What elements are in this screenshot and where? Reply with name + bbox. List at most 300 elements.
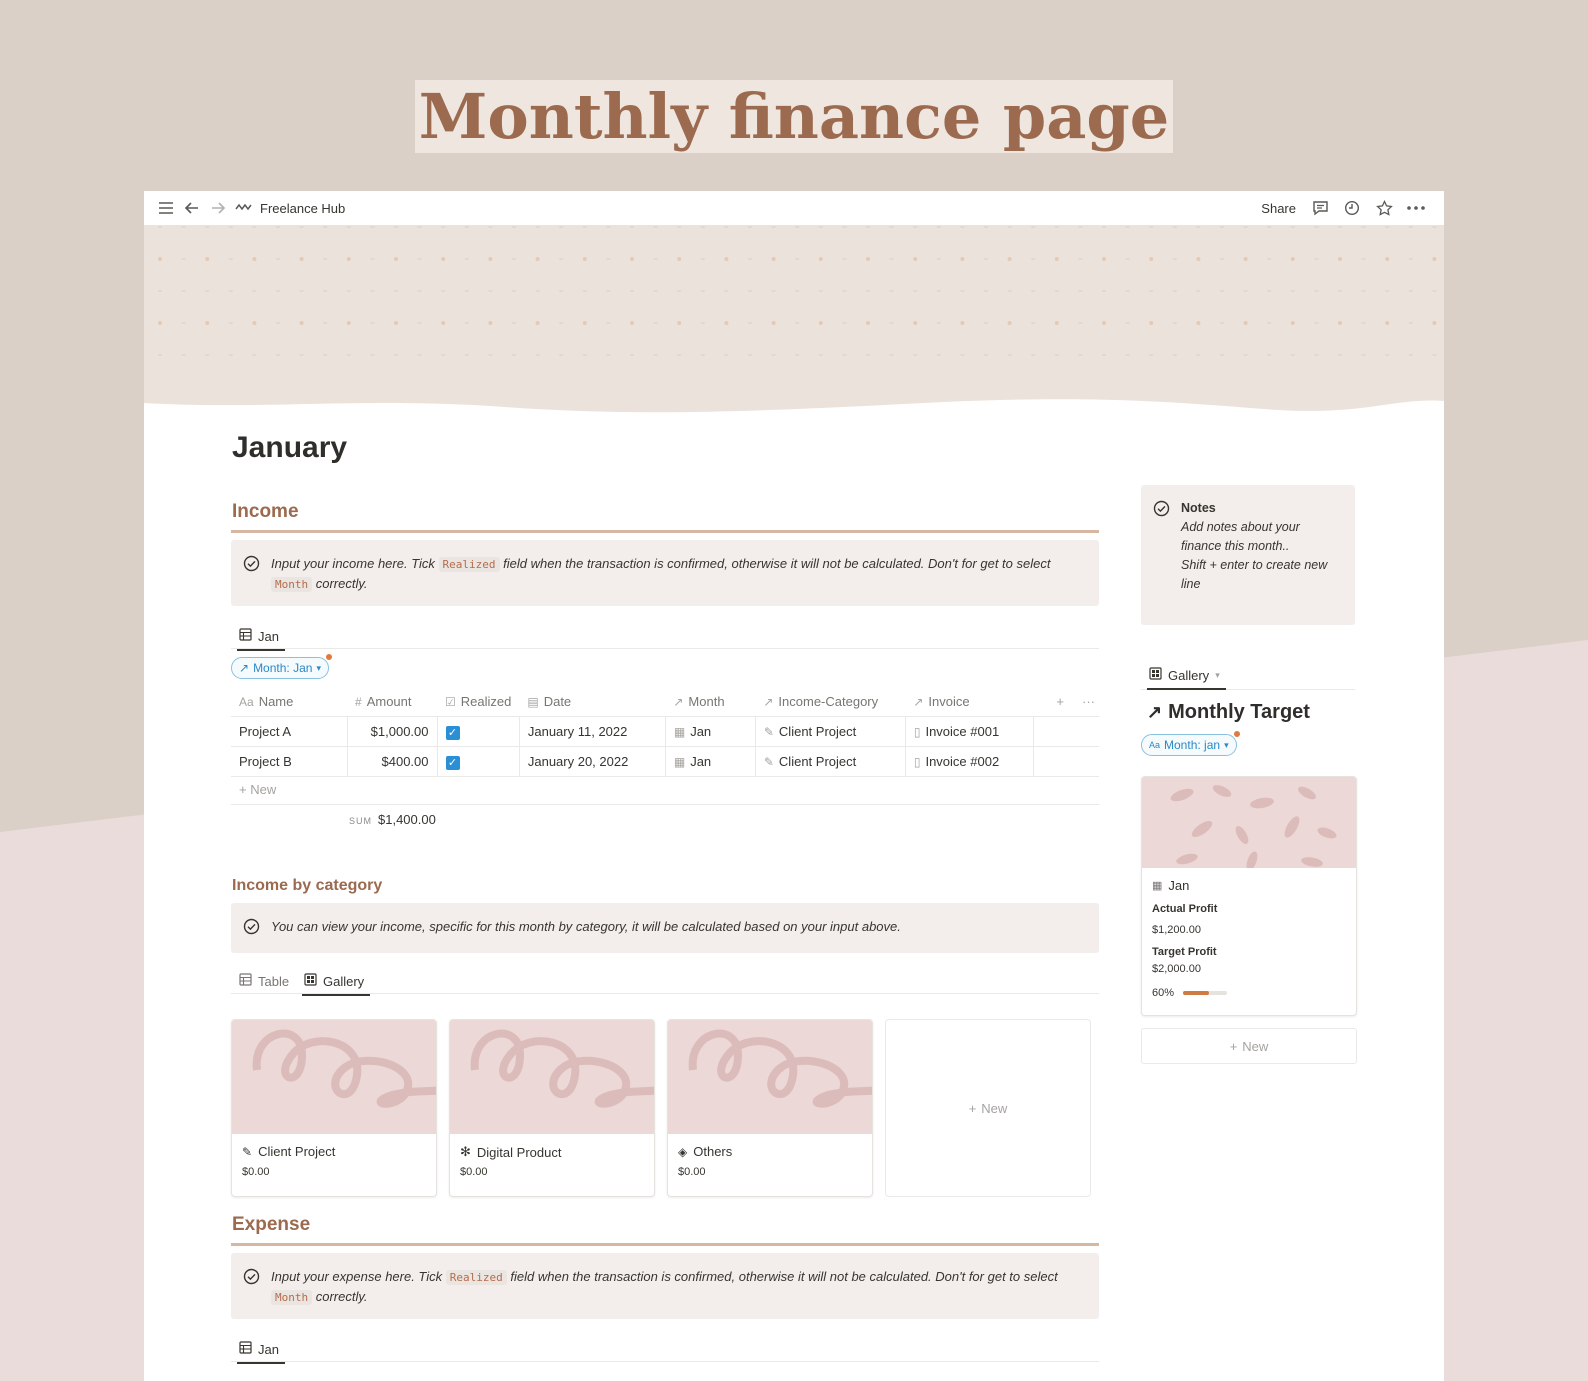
table-icon <box>239 973 252 989</box>
progress-row <box>1152 987 1227 999</box>
cover-dot <box>772 321 776 325</box>
cover-dot <box>1314 290 1318 291</box>
column-realized[interactable]: ☑ Realized <box>437 686 519 717</box>
card-value: $0.00 <box>460 1166 488 1178</box>
document-icon: ▯ <box>913 755 921 769</box>
expense-callout: Input your expense here. Tick Realized field when the transaction is confirmed, otherwise it will not be calculated. Don't for get to select Month correctly. <box>231 1253 1099 1319</box>
cover-dot <box>441 257 445 261</box>
cover-dot <box>276 226 280 227</box>
cover-dot <box>913 354 917 355</box>
cover-dot <box>1385 226 1389 227</box>
cell-invoice[interactable]: ▯ Invoice #001 <box>905 717 1033 747</box>
check-circle-icon <box>243 555 260 577</box>
page-cover <box>144 225 1444 415</box>
notes-body-line2[interactable]: Shift + enter to create new line <box>1181 558 1328 591</box>
column-date[interactable]: ▤ Date <box>519 686 665 717</box>
cover-dot <box>1008 226 1012 227</box>
cover-dot <box>819 290 823 291</box>
cell-month[interactable]: ▦ Jan <box>665 717 755 747</box>
cover-dot <box>1244 226 1248 227</box>
cover-dot <box>1149 354 1153 355</box>
cover-dot <box>300 290 304 291</box>
tab-gallery[interactable]: Gallery <box>304 969 364 993</box>
cover-dot <box>654 354 658 355</box>
check-circle-icon <box>243 1268 260 1290</box>
cover-dot <box>1008 257 1012 261</box>
cover-dot <box>252 257 256 261</box>
cover-dot <box>630 354 634 355</box>
cover-dot <box>606 290 610 291</box>
comment-icon[interactable] <box>1310 198 1330 218</box>
cover-dot <box>748 258 752 259</box>
cell-empty <box>1033 717 1099 747</box>
cover-dot <box>937 290 941 291</box>
cover-dot <box>630 290 634 291</box>
cover-dot <box>229 258 233 259</box>
cover-dot <box>1267 290 1271 291</box>
cover-dot <box>205 290 209 291</box>
cover-dot <box>323 354 327 355</box>
cover-dot <box>583 354 587 355</box>
income-heading: Income <box>232 501 299 522</box>
cover-dot <box>252 321 256 325</box>
cover-dot <box>205 226 209 227</box>
cover-dot <box>276 258 280 259</box>
table-row[interactable] <box>231 717 1099 747</box>
cover-dot <box>1291 354 1295 355</box>
cover-dot <box>960 321 964 325</box>
plus-icon: + <box>239 782 247 797</box>
gallery-card-client-project[interactable] <box>231 1019 437 1197</box>
category-view-tabs <box>231 963 1099 994</box>
cover-dot <box>937 322 941 323</box>
check-circle-icon <box>1153 500 1170 523</box>
cover-dot <box>842 322 846 323</box>
cover-dot <box>890 290 894 291</box>
page-icon <box>234 198 254 218</box>
cover-dot <box>606 258 610 259</box>
cover-dot <box>300 226 304 227</box>
cover-dot <box>158 257 162 261</box>
month-filter-pill[interactable]: ↗ Month: Jan ▾ <box>231 657 329 679</box>
cell-name[interactable]: Project A <box>231 717 347 747</box>
cover-dot <box>1055 290 1059 291</box>
cover-dot <box>1173 290 1177 291</box>
cover-dot <box>890 226 894 227</box>
target-profit-label: Target Profit <box>1152 946 1217 958</box>
cover-dot <box>866 226 870 227</box>
cover-dot <box>1102 321 1106 325</box>
monthly-target-title[interactable]: ↗ Monthly Target <box>1147 701 1310 723</box>
cell-amount[interactable]: $400.00 <box>347 747 437 777</box>
cover-dot <box>583 226 587 227</box>
cover-dot <box>323 322 327 323</box>
tab-gallery[interactable]: Gallery ▾ <box>1149 663 1220 687</box>
cover-dot <box>276 354 280 355</box>
cover-dot <box>819 226 823 227</box>
new-row-button[interactable]: + New <box>239 782 277 797</box>
menu-icon[interactable] <box>156 198 176 218</box>
monthly-target-card[interactable] <box>1141 776 1357 1016</box>
cover-dot <box>1362 290 1366 291</box>
cell-realized[interactable] <box>437 717 519 747</box>
cover-dot <box>1314 354 1318 355</box>
cover-dot <box>1196 354 1200 355</box>
cover-dot <box>984 226 988 227</box>
expense-heading: Expense <box>232 1214 311 1235</box>
column-income-category[interactable]: ↗ Income-Category <box>755 686 905 717</box>
cover-dot <box>536 321 540 325</box>
cover-dot <box>866 354 870 355</box>
cover-dot <box>252 226 256 227</box>
cover-dot <box>1126 226 1130 227</box>
cell-month[interactable]: ▦ Jan <box>665 747 755 777</box>
cover-dot <box>465 290 469 291</box>
cover-dot <box>512 226 516 227</box>
cover-dot <box>488 354 492 355</box>
cell-realized[interactable] <box>437 747 519 777</box>
cover-dot <box>1362 226 1366 227</box>
relation-arrow-icon: ↗ <box>913 694 924 709</box>
text-property-icon: Aa <box>239 694 254 709</box>
cover-dot <box>819 354 823 355</box>
cover-dot <box>1031 322 1035 323</box>
cover-dot <box>1432 321 1436 325</box>
cover-dot <box>654 258 658 259</box>
cover-dot <box>347 354 351 355</box>
gallery-icon <box>1149 667 1162 683</box>
cover-dot <box>913 257 917 261</box>
star-icon[interactable] <box>1374 198 1394 218</box>
relation-arrow-icon: ↗ <box>673 694 684 709</box>
cover-dot <box>1267 354 1271 355</box>
cell-date[interactable]: January 11, 2022 <box>519 717 665 747</box>
cover-dot <box>1220 290 1224 291</box>
cover-dot <box>1031 290 1035 291</box>
column-amount[interactable]: # Amount <box>347 686 437 717</box>
cover-dot <box>1055 226 1059 227</box>
cover-dot <box>158 321 162 325</box>
cover-dot <box>583 290 587 291</box>
cover-dot <box>1432 290 1436 291</box>
cover-dot <box>1314 322 1318 323</box>
cover-dot <box>441 290 445 291</box>
cover-dot <box>630 321 634 325</box>
filter-indicator-dot <box>1234 731 1240 737</box>
cover-pattern <box>144 225 1444 415</box>
cover-dot <box>1385 257 1389 261</box>
cover-dot <box>583 321 587 325</box>
cover-dot <box>795 226 799 227</box>
table-icon <box>239 628 252 644</box>
cover-dot <box>1078 226 1082 227</box>
checkbox-checked[interactable]: ✓ <box>446 756 460 770</box>
chevron-down-icon: ▾ <box>1215 669 1220 680</box>
cover-dot <box>1385 321 1389 325</box>
cover-dot <box>1362 354 1366 355</box>
cover-dot <box>1102 226 1106 227</box>
cover-dot <box>960 257 964 261</box>
tab-jan[interactable]: Jan <box>239 624 279 648</box>
cover-dot <box>1220 258 1224 259</box>
cover-dot <box>1432 226 1436 227</box>
cover-dot <box>1149 321 1153 325</box>
cover-dot <box>1126 322 1130 323</box>
cover-dot <box>748 322 752 323</box>
cover-dot <box>1244 354 1248 355</box>
cell-category[interactable]: ✎ Client Project <box>755 747 905 777</box>
cover-dot <box>158 290 162 291</box>
cover-dot <box>890 354 894 355</box>
notes-title: Notes <box>1181 501 1216 515</box>
chevron-down-icon: ▾ <box>1224 739 1229 750</box>
cover-dot <box>819 321 823 325</box>
add-property-icon[interactable]: + <box>1056 693 1064 709</box>
cover-dot <box>1102 354 1106 355</box>
cell-invoice[interactable]: ▯ Invoice #002 <box>905 747 1033 777</box>
new-target-button[interactable]: + New <box>1141 1028 1357 1064</box>
cover-dot <box>1055 354 1059 355</box>
cover-dot <box>1220 354 1224 355</box>
cover-dot <box>1126 258 1130 259</box>
leaf-pattern <box>1142 777 1356 868</box>
cover-dot <box>748 226 752 227</box>
cover-dot <box>300 321 304 325</box>
calendar-property-icon: ▤ <box>527 694 539 709</box>
tab-jan[interactable]: Jan <box>239 1337 279 1361</box>
cover-dot <box>960 226 964 227</box>
progress-bar <box>1183 991 1227 995</box>
cover-dot <box>724 290 728 291</box>
cover-dot <box>1362 322 1366 323</box>
cover-dot <box>559 258 563 259</box>
cover-dot <box>229 290 233 291</box>
cell-date[interactable]: January 20, 2022 <box>519 747 665 777</box>
income-callout: Input your income here. Tick Realized field when the transaction is confirmed, otherwise it will not be calculated. Don't for get to select Month correctly. <box>231 540 1099 606</box>
cover-dot <box>1055 321 1059 325</box>
cell-category[interactable]: ✎ Client Project <box>755 717 905 747</box>
cover-dot <box>512 290 516 291</box>
cover-dot <box>842 226 846 227</box>
checkbox-checked[interactable]: ✓ <box>446 726 460 740</box>
cover-dot <box>182 226 186 227</box>
cover-dot <box>276 290 280 291</box>
cover-dot <box>1196 226 1200 227</box>
cover-dot <box>488 226 492 227</box>
layers-icon: ◈ <box>678 1144 688 1159</box>
cover-dot <box>205 257 209 261</box>
cover-dot <box>1409 322 1413 323</box>
cover-dot <box>465 258 469 259</box>
month-filter-pill[interactable]: Aa Month: jan ▾ <box>1141 734 1237 756</box>
cover-dot <box>1244 290 1248 291</box>
cover-dot <box>606 354 610 355</box>
edit-icon: ✎ <box>763 755 774 769</box>
cover-dot <box>370 226 374 227</box>
cover-dot <box>1008 290 1012 291</box>
topbar <box>144 191 1444 226</box>
cover-dot <box>630 257 634 261</box>
cover-dot <box>300 354 304 355</box>
cover-dot <box>205 354 209 355</box>
cover-dot <box>394 290 398 291</box>
progress-label: 60% <box>1152 987 1175 999</box>
sum-aggregate[interactable]: SUM $1,400.00 <box>349 812 436 827</box>
cell-amount[interactable]: $1,000.00 <box>347 717 437 747</box>
clock-icon[interactable] <box>1342 198 1362 218</box>
asterisk-icon: ✻ <box>460 1144 471 1159</box>
cover-dot <box>1338 290 1342 291</box>
cover-dot <box>842 290 846 291</box>
cover-dot <box>795 354 799 355</box>
cover-dot <box>701 258 705 259</box>
breadcrumb[interactable]: Freelance Hub <box>260 200 346 216</box>
notes-callout <box>1141 485 1355 625</box>
actual-profit-label: Actual Profit <box>1152 903 1218 915</box>
gallery-icon <box>304 973 317 989</box>
plus-icon: + <box>1229 1038 1238 1054</box>
progress-bar-fill <box>1183 991 1209 995</box>
tab-table[interactable]: Table <box>239 969 289 993</box>
cover-dot <box>1149 257 1153 261</box>
cover-dot <box>347 257 351 261</box>
more-icon[interactable] <box>1406 198 1426 218</box>
cover-dot <box>1291 226 1295 227</box>
table-header-actions <box>1033 686 1099 717</box>
cover-dot <box>276 322 280 323</box>
cover-dot <box>394 354 398 355</box>
column-name[interactable]: Aa Name <box>231 686 347 717</box>
gallery-card-others[interactable] <box>667 1019 873 1197</box>
cover-dot <box>984 258 988 259</box>
cover-dot <box>536 290 540 291</box>
cover-dot <box>960 354 964 355</box>
cover-dot <box>512 322 516 323</box>
cover-dot <box>229 354 233 355</box>
cover-dot <box>1409 354 1413 355</box>
cover-dot <box>630 226 634 227</box>
cover-dot <box>724 226 728 227</box>
cover-dot <box>347 290 351 291</box>
cover-dot <box>1196 290 1200 291</box>
cover-dot <box>347 321 351 325</box>
cover-dot <box>701 226 705 227</box>
card-title: ◈ Others <box>678 1144 733 1159</box>
cover-dot <box>1149 226 1153 227</box>
more-icon[interactable]: ··· <box>1082 693 1095 709</box>
cover-dot <box>890 258 894 259</box>
cover-dot <box>1078 354 1082 355</box>
notes-body-line1[interactable]: Add notes about your finance this month.. <box>1181 520 1300 553</box>
cover-dot <box>795 322 799 323</box>
cover-dot <box>418 258 422 259</box>
cover-dot <box>536 226 540 227</box>
share-button[interactable]: Share <box>1261 200 1296 216</box>
cover-dot <box>677 354 681 355</box>
divider <box>231 804 1099 805</box>
number-property-icon: # <box>355 694 362 709</box>
cover-dot <box>182 354 186 355</box>
text-property-icon: Aa <box>1149 740 1161 750</box>
cover-dot <box>1314 226 1318 227</box>
cover-dot <box>1196 257 1200 261</box>
cover-dot <box>984 322 988 323</box>
cover-dot <box>866 321 870 325</box>
cover-dot <box>724 321 728 325</box>
column-month[interactable]: ↗ Month <box>665 686 755 717</box>
document-icon: ▯ <box>913 725 921 739</box>
cover-dot <box>1385 354 1389 355</box>
check-circle-icon <box>243 918 260 940</box>
column-invoice[interactable]: ↗ Invoice <box>905 686 1033 717</box>
cover-dot <box>1031 258 1035 259</box>
cover-dot <box>890 322 894 323</box>
cover-dot <box>1291 321 1295 325</box>
cover-dot <box>441 321 445 325</box>
cover-dot <box>1314 258 1318 259</box>
cover-dot <box>158 354 162 355</box>
cell-name[interactable]: Project B <box>231 747 347 777</box>
cover-dot <box>418 290 422 291</box>
cover-dot <box>654 322 658 323</box>
cover-dot <box>465 322 469 323</box>
cover-dot <box>583 257 587 261</box>
cover-dot <box>1244 257 1248 261</box>
cover-dot <box>1385 290 1389 291</box>
cover-dot <box>323 258 327 259</box>
card-title: ✻ Digital Product <box>460 1144 562 1160</box>
cover-dot <box>913 226 917 227</box>
gallery-card-digital-product[interactable] <box>449 1019 655 1197</box>
new-card-button[interactable]: + New <box>885 1019 1091 1197</box>
cover-dot <box>913 290 917 291</box>
cover-dot <box>559 226 563 227</box>
checkbox-property-icon: ☑ <box>445 694 456 709</box>
income-table <box>231 686 1099 777</box>
cover-dot <box>724 354 728 355</box>
cover-dot <box>465 354 469 355</box>
cover-dot <box>488 257 492 261</box>
card-cover <box>232 1020 436 1134</box>
forward-arrow-icon[interactable] <box>208 198 228 218</box>
hero-title: Monthly finance page <box>0 80 1588 153</box>
cover-dot <box>1173 226 1177 227</box>
cover-dot <box>229 322 233 323</box>
cover-dot <box>795 290 799 291</box>
table-row[interactable] <box>231 747 1099 777</box>
cover-dot <box>1291 290 1295 291</box>
back-arrow-icon[interactable] <box>182 198 202 218</box>
expense-view-tabs <box>231 1331 1099 1362</box>
cover-dot <box>701 354 705 355</box>
cover-dot <box>1126 354 1130 355</box>
cover-dot <box>1338 354 1342 355</box>
filter-indicator-dot <box>326 654 332 660</box>
cover-dot <box>772 290 776 291</box>
cover-dot <box>418 322 422 323</box>
cover-dot <box>370 290 374 291</box>
cover-dot <box>1409 258 1413 259</box>
cover-dot <box>842 354 846 355</box>
cover-dot <box>323 226 327 227</box>
cover-dot <box>394 321 398 325</box>
cover-dot <box>1409 226 1413 227</box>
cover-dot <box>701 290 705 291</box>
cover-dot <box>913 321 917 325</box>
cover-dot <box>323 290 327 291</box>
cover-dot <box>1055 257 1059 261</box>
cover-dot <box>182 290 186 291</box>
